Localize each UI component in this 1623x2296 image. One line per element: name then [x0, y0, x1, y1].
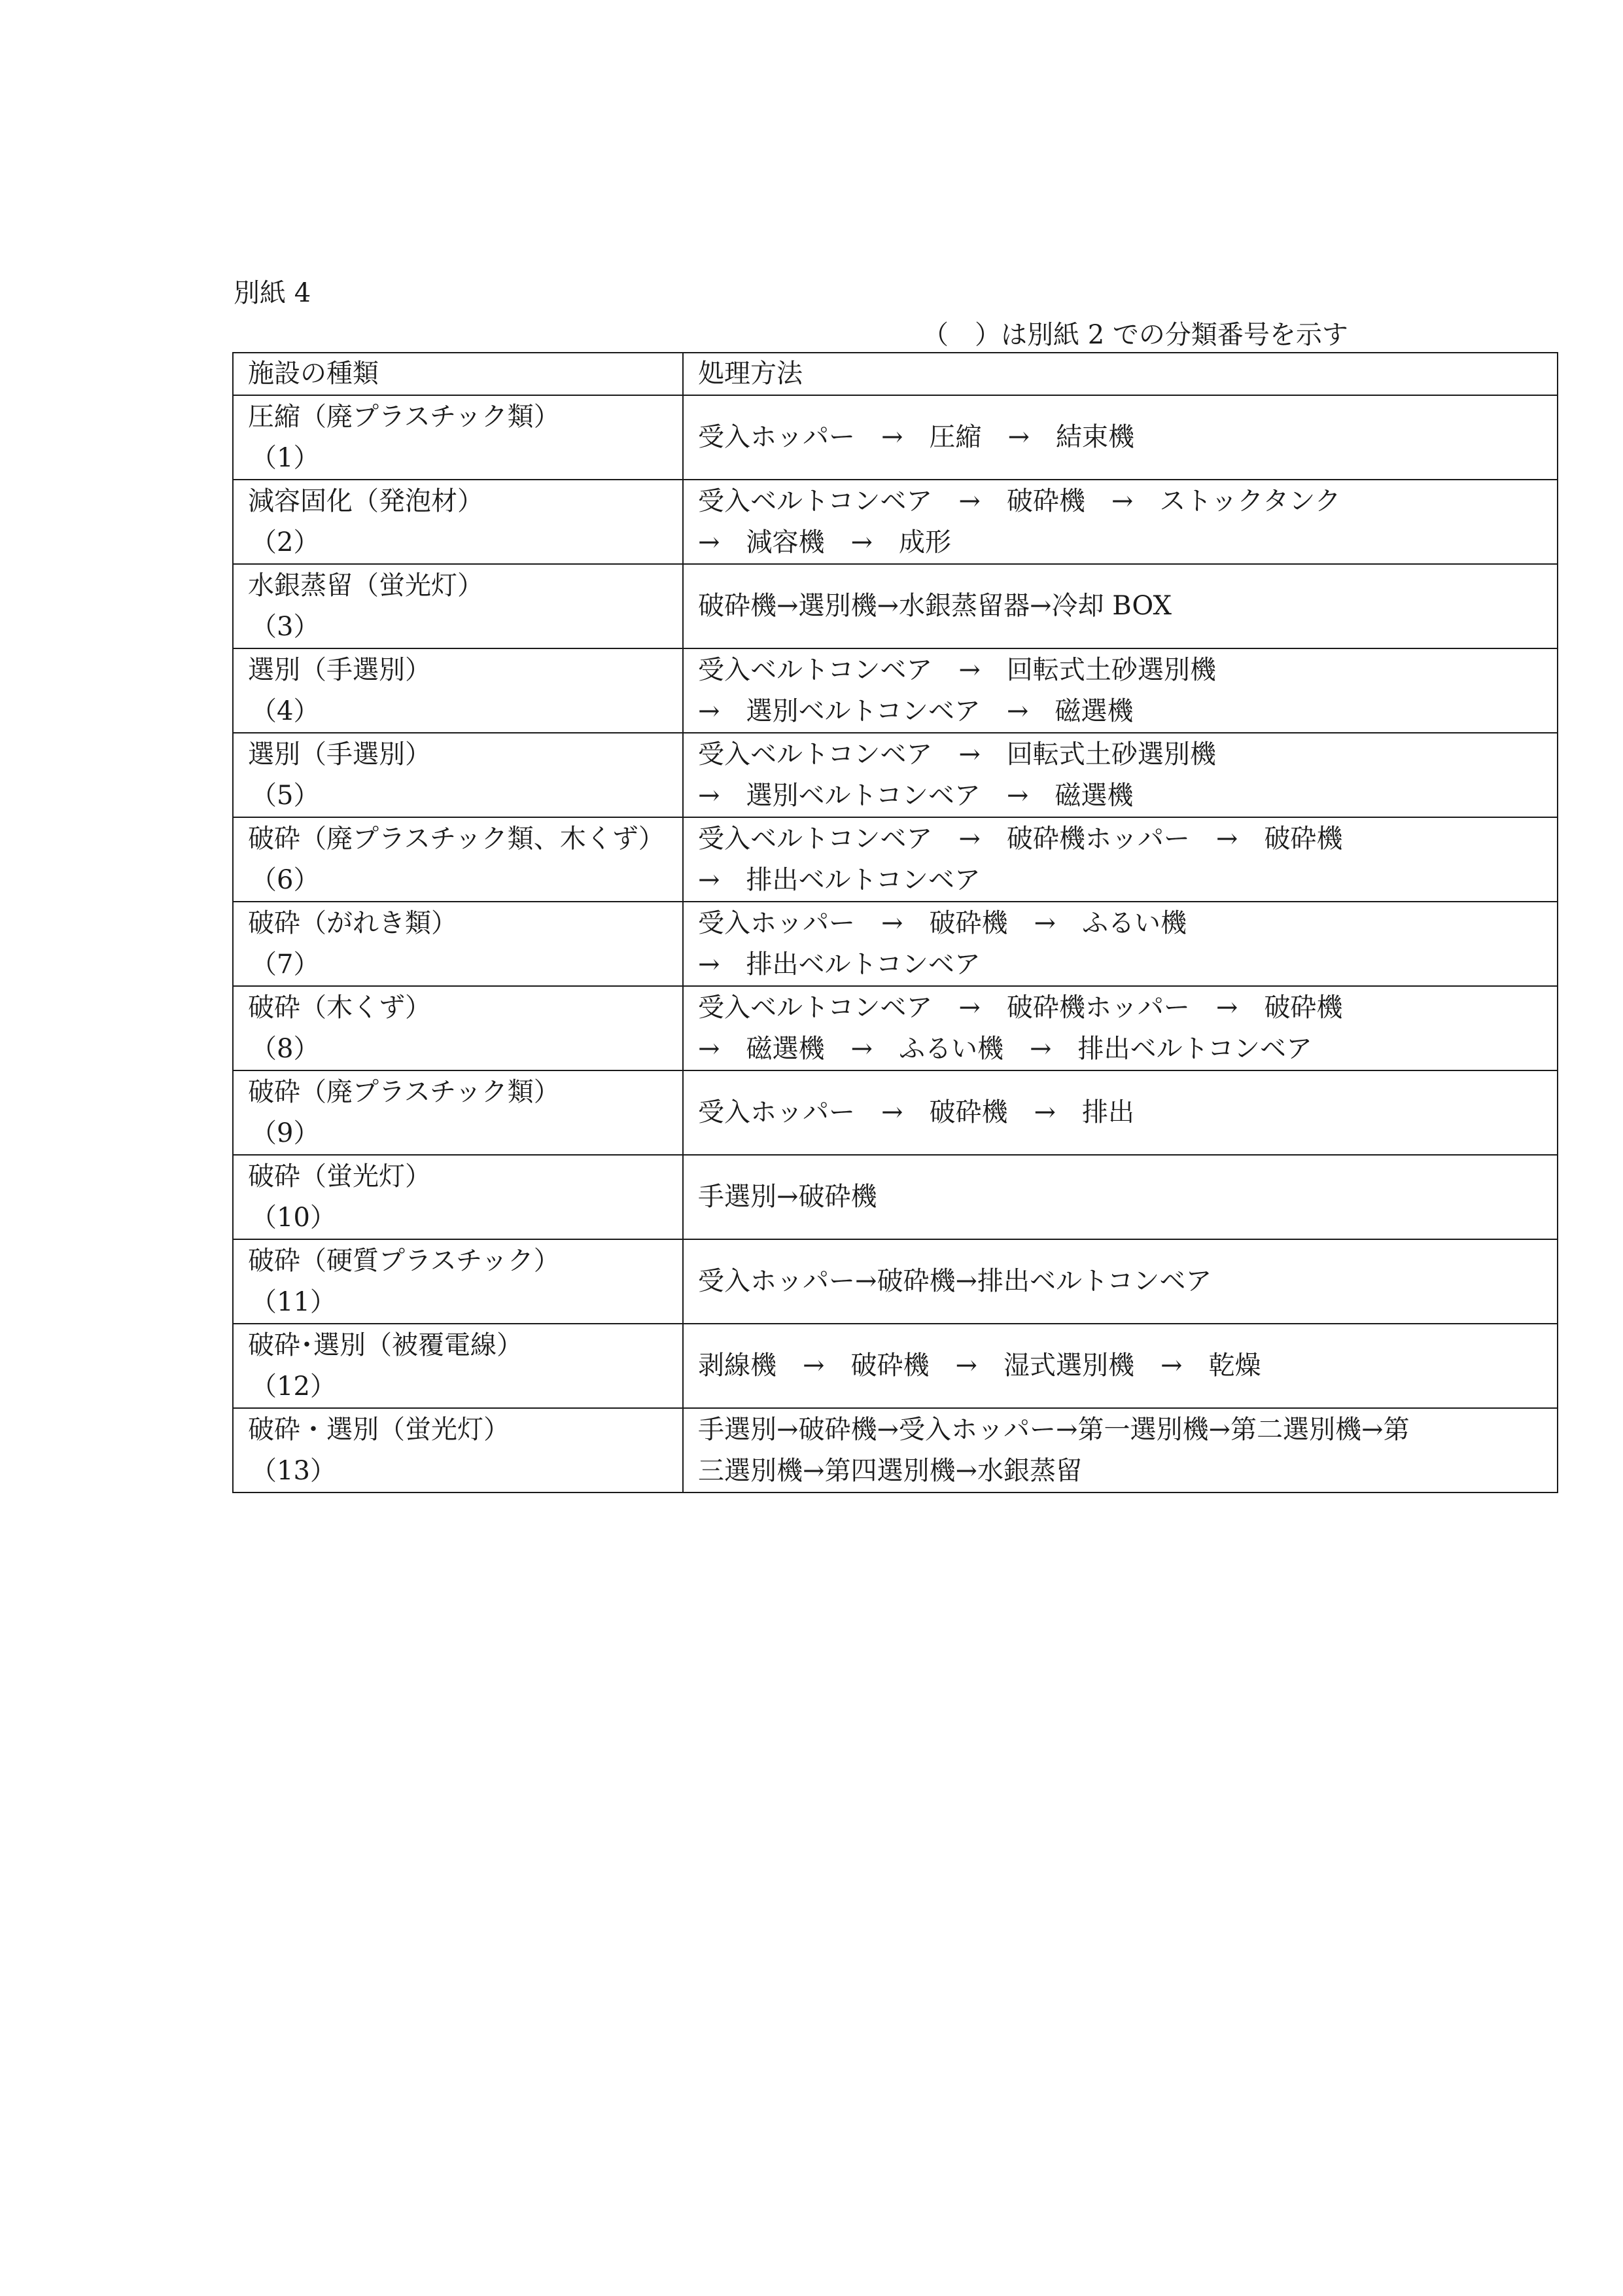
facility-type-label: 破砕（廃プラスチック類、木くず）	[248, 823, 665, 854]
processing-method-line: 受入ベルトコンベア → 破砕機 → ストックタンク	[698, 486, 1341, 516]
processing-method-cell	[683, 564, 1558, 648]
facility-type-label: 破砕（がれき類）	[248, 908, 457, 938]
processing-method-cell	[683, 480, 1558, 564]
facility-type-label: 破砕（蛍光灯）	[248, 1161, 431, 1192]
table-row	[233, 564, 1558, 648]
processing-method-line: 受入ベルトコンベア → 回転式土砂選別機	[698, 739, 1216, 769]
facility-type-label: 選別（手選別）	[248, 739, 431, 769]
facility-table	[232, 352, 1558, 1493]
category-number: （7）	[251, 949, 320, 980]
facility-type-cell	[233, 648, 683, 733]
processing-method-line: 受入ベルトコンベア → 破砕機ホッパー → 破砕機	[698, 823, 1343, 854]
processing-method-line: → 選別ベルトコンベア → 磁選機	[698, 780, 1134, 811]
facility-type-label: 破砕・選別（蛍光灯）	[248, 1414, 510, 1445]
facility-type-label: 水銀蒸留（蛍光灯）	[248, 570, 483, 601]
processing-method-cell	[683, 986, 1558, 1070]
processing-method-line: → 排出ベルトコンベア	[698, 949, 981, 980]
table-row	[233, 1155, 1558, 1239]
processing-method-cell	[683, 1155, 1558, 1239]
table-row	[233, 648, 1558, 733]
header-facility-type: 施設の種類	[233, 353, 683, 395]
facility-type-cell	[233, 1155, 683, 1239]
processing-method-cell	[683, 1408, 1558, 1492]
category-number: （1）	[251, 442, 320, 473]
facility-type-cell	[233, 1070, 683, 1155]
facility-type-label: 減容固化（発泡材）	[248, 486, 483, 516]
processing-method-line: → 減容機 → 成形	[698, 527, 952, 557]
processing-method-line: 受入ベルトコンベア → 回転式土砂選別機	[698, 654, 1216, 685]
processing-method-line: 受入ベルトコンベア → 破砕機ホッパー → 破砕機	[698, 992, 1343, 1023]
facility-type-label: 破砕･選別（被覆電線）	[248, 1330, 523, 1360]
processing-method-line: 手選別→破砕機→受入ホッパー→第一選別機→第二選別機→第	[698, 1414, 1410, 1445]
processing-method-cell	[683, 1324, 1558, 1408]
classification-note: （ ）は別紙 2 での分類番号を示す	[922, 320, 1348, 350]
category-number: （9）	[251, 1118, 320, 1148]
category-number: （6）	[251, 864, 320, 895]
processing-method-cell	[683, 1239, 1558, 1324]
processing-method-line: 剥線機 → 破砕機 → 湿式選別機 → 乾燥	[698, 1351, 1261, 1381]
document-label: 別紙 4	[234, 278, 311, 308]
processing-method-cell	[683, 648, 1558, 733]
processing-method-cell	[683, 733, 1558, 817]
table-row	[233, 902, 1558, 986]
table-row	[233, 1408, 1558, 1492]
processing-method-line: 受入ホッパー→破砕機→排出ベルトコンベア	[698, 1266, 1212, 1296]
processing-method-cell	[683, 817, 1558, 902]
table-row	[233, 480, 1558, 564]
table-header-row	[233, 353, 1558, 395]
table-row	[233, 817, 1558, 902]
facility-type-cell	[233, 1408, 683, 1492]
processing-method-line: 手選別→破砕機	[698, 1182, 877, 1212]
facility-type-label: 破砕（廃プラスチック類）	[248, 1076, 560, 1107]
facility-type-cell	[233, 1324, 683, 1408]
category-number: （8）	[251, 1033, 320, 1064]
facility-type-cell	[233, 564, 683, 648]
category-number: （2）	[251, 527, 320, 557]
processing-method-line: 受入ホッパー → 破砕機 → ふるい機	[698, 908, 1187, 938]
facility-type-label: 破砕（木くず）	[248, 992, 431, 1023]
processing-method-line: → 磁選機 → ふるい機 → 排出ベルトコンベア	[698, 1033, 1312, 1064]
category-number: （11）	[251, 1286, 336, 1317]
processing-method-cell	[683, 395, 1558, 480]
processing-method-line: 受入ホッパー → 破砕機 → 排出	[698, 1097, 1135, 1127]
header-processing-method: 処理方法	[683, 353, 1558, 395]
processing-method-cell	[683, 902, 1558, 986]
table-row	[233, 733, 1558, 817]
processing-method-cell	[683, 1070, 1558, 1155]
facility-type-label: 破砕（硬質プラスチック）	[248, 1245, 560, 1276]
category-number: （10）	[251, 1202, 336, 1233]
table-row	[233, 1324, 1558, 1408]
table-body	[233, 353, 1558, 1492]
table-row	[233, 986, 1558, 1070]
facility-type-label: 圧縮（廃プラスチック類）	[248, 401, 560, 432]
category-number: （4）	[251, 696, 320, 726]
facility-type-cell	[233, 817, 683, 902]
facility-type-cell	[233, 902, 683, 986]
processing-method-line: → 選別ベルトコンベア → 磁選機	[698, 696, 1134, 726]
facility-type-label: 選別（手選別）	[248, 654, 431, 685]
facility-type-cell	[233, 395, 683, 480]
facility-type-cell	[233, 733, 683, 817]
table-row	[233, 1070, 1558, 1155]
processing-method-line: → 排出ベルトコンベア	[698, 864, 981, 895]
facility-type-cell	[233, 986, 683, 1070]
table-row	[233, 1239, 1558, 1324]
processing-method-line: 破砕機→選別機→水銀蒸留器→冷却 BOX	[698, 591, 1172, 621]
category-number: （12）	[251, 1371, 336, 1402]
category-number: （5）	[251, 780, 320, 811]
processing-method-line: 三選別機→第四選別機→水銀蒸留	[698, 1455, 1083, 1486]
table-row	[233, 395, 1558, 480]
facility-type-cell	[233, 1239, 683, 1324]
category-number: （13）	[251, 1455, 336, 1486]
category-number: （3）	[251, 611, 320, 642]
facility-type-cell	[233, 480, 683, 564]
processing-method-line: 受入ホッパー → 圧縮 → 結束機	[698, 422, 1135, 452]
